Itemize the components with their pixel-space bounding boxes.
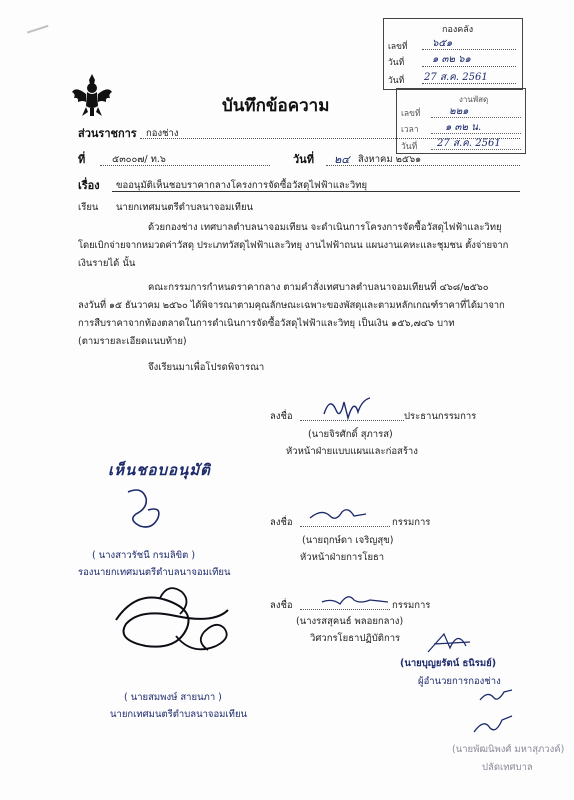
ref-value: ๕๓๐๐๗/ ท.๖ — [112, 154, 166, 165]
director-signature — [420, 628, 480, 658]
m2-signature — [318, 588, 390, 610]
m1-signature — [306, 502, 370, 526]
body-p2-line4: (ตามรายละเอียดแนบท้าย) — [78, 336, 187, 347]
stamp2-date-label: เวลา — [401, 125, 419, 135]
stamp2-no-label: เลขที่ — [401, 109, 421, 119]
date-rest: สิงหาคม ๒๕๖๑ — [358, 154, 422, 165]
body-p1-line3: เงินรายได้ นั้น — [78, 258, 136, 269]
m1-sign-label: ลงชื่อ — [270, 517, 293, 528]
director-title: ผู้อำนวยการกองช่าง — [418, 676, 501, 687]
memo-title: บันทึกข้อความ — [222, 96, 330, 116]
chair-sign-label: ลงชื่อ — [270, 411, 293, 422]
m2-name: (นางรสสุคนธ์ พลอยกลาง) — [296, 616, 404, 627]
received-stamp-supplies — [396, 88, 526, 154]
director-name: (นายบุญยรัตน์ ธนิรมย์) — [400, 658, 497, 669]
chair-name: (นายจิรศักดิ์ สุภารส) — [308, 429, 393, 440]
clerk-signature — [470, 712, 516, 738]
stamp2-time-label: วันที่ — [401, 142, 418, 152]
mayor-name: ( นายสมพงษ์ สายนภา ) — [124, 692, 222, 703]
chair-signature — [318, 392, 382, 426]
m1-role: กรรมการ — [392, 517, 431, 528]
m1-name: (นายฤกษ์ดา เจริญสุข) — [302, 535, 394, 546]
deputy-title: รองนายกเทศมนตรีตำบลนาจอมเทียน — [78, 567, 231, 578]
stamp-time-value: 27 ส.ค. 2561 — [424, 72, 488, 83]
garuda-emblem-icon — [70, 72, 114, 118]
ref-label: ที่ — [78, 153, 86, 166]
m2-sign-label: ลงชื่อ — [270, 600, 293, 611]
m2-role: กรรมการ — [392, 600, 431, 611]
stamp2-date-value: ๑ ๓๒ น. — [445, 122, 482, 133]
deputy-signature — [118, 484, 174, 532]
deputy-name: ( นางสาวรัชนี กรมลิขิต ) — [92, 550, 196, 561]
mayor-title: นายกเทศมนตรีตำบลนาจอมเทียน — [110, 709, 248, 720]
agency-label: ส่วนราชการ — [78, 127, 137, 140]
agency-value: กองช่าง — [146, 128, 179, 139]
clerk-name: (นายพัฒนิพงศ์ มหาสุภวงค์) — [452, 744, 565, 755]
body-p1-line2: โดยเบิกจ่ายจากหมวดค่าวัสดุ ประเภทวัสดุไฟฟ้าและวิทยุ งานไฟฟ้าถนน แผนงานเคหะและชุมชน ตั้งจ่ายจาก — [78, 240, 509, 251]
director-initial — [476, 686, 516, 706]
stamp2-time-value: 27 ส.ค. 2561 — [437, 138, 501, 149]
body-p2-line2: ลงวันที่ ๑๕ ธันวาคม ๒๕๖๐ ได้พิจารณาตามคุณลักษณะเฉพาะของพัสดุและตามหลักเกณฑ์ราคาที่ได้มาจาก — [78, 300, 505, 311]
stamp-date-label: วันที่ — [388, 58, 405, 68]
mayor-signature — [96, 580, 246, 670]
date-label: วันที่ — [293, 153, 314, 166]
clerk-title: ปลัดเทศบาล — [482, 762, 533, 773]
chair-title: หัวหน้าฝ่ายแบบแผนและก่อสร้าง — [286, 446, 418, 457]
stamp-time-label: วันที่ — [388, 76, 405, 86]
subject-label: เรื่อง — [78, 179, 100, 192]
body-p1-line1: ด้วยกองช่าง เทศบาลตำบลนาจอมเทียน จะดำเนินการโครงการจัดซื้อวัสดุไฟฟ้าและวิทยุ — [148, 222, 502, 233]
stamp-office: กองคลัง — [442, 25, 474, 35]
chair-role: ประธานกรรมการ — [404, 411, 477, 422]
subject-value: ขออนุมัติเห็นชอบราคากลางโครงการจัดซื้อวัสดุไฟฟ้าและวิทยุ — [116, 180, 368, 191]
corner-mark — [27, 25, 51, 41]
m1-title: หัวหน้าฝ่ายการโยธา — [300, 552, 385, 563]
date-day: ๒๔ — [334, 153, 350, 166]
stamp-no-label: เลขที่ — [388, 42, 408, 52]
closing-line: จึงเรียนมาเพื่อโปรดพิจารณา — [148, 362, 265, 373]
stamp2-no-value: ๒๒๑ — [449, 106, 469, 117]
stamp2-office: งานพัสดุ — [459, 95, 489, 104]
body-p2-line3: การสืบราคาจากท้องตลาดในการดำเนินการจัดซื้อวัสดุไฟฟ้าและวิทยุ เป็นเงิน ๑๕๖,๗๔๖ บาท — [78, 318, 455, 329]
m2-title: วิศวกรโยธาปฏิบัติการ — [310, 633, 401, 644]
to-label: เรียน — [78, 202, 99, 213]
approve-handwriting: เห็นชอบอนุมัติ — [108, 461, 211, 479]
to-value: นายกเทศมนตรีตำบลนาจอมเทียน — [116, 202, 254, 213]
received-stamp-finance — [383, 18, 523, 90]
stamp-date-value: ๑ ๓๒ ๖๑ — [432, 54, 471, 65]
body-p2-line1: คณะกรรมการกำหนดราคากลาง ตามคำสั่งเทศบาลตำบลนาจอมเทียนที่ ๔๖๘/๒๕๖๐ — [148, 282, 489, 293]
stamp-no-value: ๖๕๑ — [432, 38, 453, 49]
